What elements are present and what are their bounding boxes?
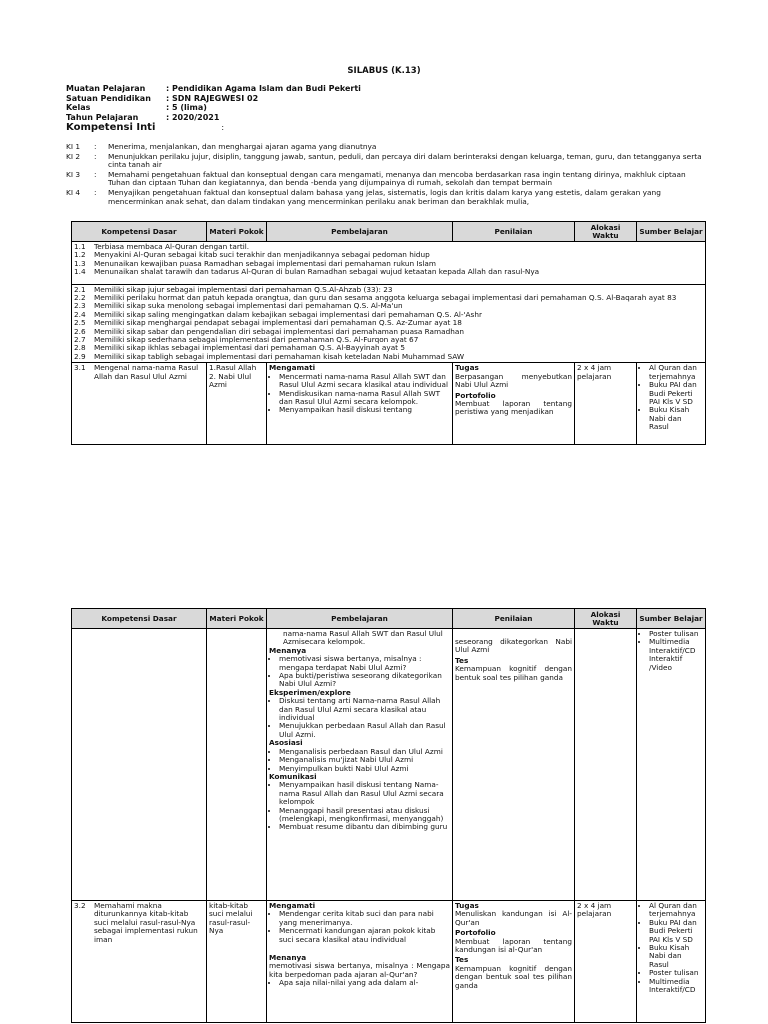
kd-3-2-cell: [72, 901, 207, 1023]
ki-item: [66, 153, 706, 170]
menanya-heading: Menanya: [269, 645, 307, 655]
meta-label: Satuan Pendidikan: [66, 93, 151, 103]
bullet-item: • Mendengar cerita kitab suci dan para nabi yang menerimanya.: [279, 910, 450, 927]
ki-colon: :: [94, 187, 97, 197]
header-penilaian: Penilaian: [453, 609, 575, 629]
ki-text: Menunjukkan perilaku jujur, disiplin, tanggung jawab, santun, peduli, dan percaya diri dalam berinteraksi dengan keluarga, teman, guru, dan tetangganya serta cinta tanah air: [108, 151, 702, 170]
bullet-item: • Menyampaikan hasil diskusi tentang: [279, 406, 450, 414]
ki-colon: :: [94, 151, 97, 161]
header-alokasi: Alokasi Waktu: [575, 609, 637, 629]
bullet-item: • Mencermati nama-nama Rasul Allah SWT dan Rasul Ulul Azmi secara klasikal atau individual: [279, 373, 450, 390]
meta-value: : 2020/2021: [166, 112, 220, 122]
penilaian-continued-text: seseorang dikategorkan Nabi Ulul Azmi: [455, 637, 572, 655]
portofolio-heading: Portofolio: [455, 928, 496, 938]
kd-number: 1.3: [74, 258, 86, 268]
tes-text: Kemampuan kognitif dengan dengan bentuk soal tes pilihan ganda: [455, 963, 572, 990]
kd-text: Memiliki sikap jujur sebagai implementasi dari pemahaman Q.S.Al-Ahzab (33): 23: [94, 284, 393, 294]
ki-item: [66, 143, 706, 152]
bullet-item: • Multimedia Interaktif/CD: [649, 978, 703, 995]
bullet-item: • Apa saja nilai-nilai yang ada dalam al-: [279, 979, 450, 987]
ki-colon: :: [94, 142, 97, 151]
sumber-3-2-cell: [637, 901, 706, 1023]
ki-code: KI 2: [66, 151, 81, 161]
bullet-item: • Membuat resume dibantu dan dibimbing guru: [279, 823, 450, 831]
header-pembelajaran: Pembelajaran: [267, 609, 453, 629]
bullet-item: • Mencermati kandungan ajaran pokok kitab suci secara klasikal atau individual: [279, 927, 450, 944]
kd-number: 1.2: [74, 250, 86, 260]
kd-text: Memiliki perilaku hormat dan patuh kepada orangtua, dan guru dan sesama anggota keluarga sebagai implementasi dari pemahaman Q.S. Al-Baqarah ayat 83: [94, 293, 677, 303]
meta-label: Kelas: [66, 103, 91, 113]
tugas-text: Menuliskan kandungan isi Al-Qur'an: [455, 909, 572, 927]
tes-text: Kemampuan kognitif dengan bentuk soal tes pilihan ganda: [455, 664, 572, 682]
kd-number: 2.7: [74, 335, 86, 345]
tes-heading: Tes: [455, 655, 469, 665]
sumber-3-1-cell: [637, 363, 706, 445]
eksperimen-heading: Eksperimen/explore: [269, 687, 351, 697]
meta-row: [66, 94, 361, 104]
kd-number: 3.1: [74, 363, 86, 373]
continued-text: nama-nama Rasul Allah SWT dan Rasul Ulul Azmisecara kelompok.: [283, 629, 443, 647]
bullet-item: • Buku PAI dan Budi Pekerti PAI Kls V SD: [649, 919, 703, 944]
bullet-item: • Mendiskusikan nama-nama Rasul Allah SWT dan Rasul Ulul Azmi secara kelompok.: [279, 390, 450, 407]
header-pembelajaran: Pembelajaran: [267, 222, 453, 242]
header-alokasi: Alokasi Waktu: [575, 222, 637, 242]
portofolio-heading: Portofolio: [455, 390, 496, 400]
meta-row: [66, 103, 361, 113]
bullet-item: • Multimedia Interaktif/CD Interaktif /Video: [649, 638, 703, 672]
ki-heading: [66, 122, 224, 133]
bullet-item: • Menganalisis perbedaan Rasul dan Ulul Azmi: [279, 748, 450, 756]
header-materi: Materi Pokok: [207, 609, 267, 629]
alokasi-continued-cell: [575, 629, 637, 901]
ki-code: KI 1: [66, 142, 81, 151]
ki-code: KI 3: [66, 169, 81, 179]
kd-text: Menyakini Al-Quran sebagai kitab suci terakhir dan menjadikannya sebagai pedoman hidup: [94, 250, 430, 260]
bullet-item: • Diskusi tentang arti Nama-nama Rasul Allah dan Rasul Ulul Azmi secara klasikal atau individual: [279, 697, 450, 722]
kd-text: Memiliki sikap sabar dan pengendalian diri sebagai implementasi dari pemahaman puasa Ramadhan: [94, 326, 464, 336]
kd-number: 3.2: [74, 901, 86, 910]
ki-list: [66, 143, 706, 207]
penilaian-3-2-cell: [453, 901, 575, 1023]
materi-3-1-cell: [207, 363, 267, 445]
tugas-heading: Tugas: [455, 901, 479, 910]
kd2-row: [72, 284, 706, 363]
meta-label: Tahun Pelajaran: [66, 112, 139, 122]
meta-value: : 5 (lima): [166, 103, 207, 113]
kd-text: Memiliki sikap tabligh sebagai implementasi dari pemahaman kisah keteladan Nabi Muhammad SAW: [94, 351, 465, 361]
kd-number: 1.1: [74, 242, 86, 251]
bullet-item: • Poster tulisan: [649, 630, 703, 638]
bullet-item: • memotivasi siswa bertanya, misalnya : mengapa terdapat Nabi Ulul Azmi?: [279, 655, 450, 672]
menanya-heading: Menanya: [269, 953, 307, 963]
alokasi-text: 2 x 4 jam pelajaran: [577, 363, 612, 381]
penilaian-3-1-cell: [453, 363, 575, 445]
bullet-item: • Al Quran dan terjemahnya: [649, 902, 703, 919]
section-heading: Mengamati: [269, 363, 316, 373]
alokasi-3-2-cell: [575, 901, 637, 1023]
meta-row: [66, 84, 361, 94]
kd-text: Menunaikan kewajiban puasa Ramadhan sebagai implementasi dari pemahaman rukun Islam: [94, 258, 436, 268]
kd-number: 2.5: [74, 318, 86, 328]
kd-text: Memiliki sikap saling mengingatkan dalam kebajikan sebagai implementasi dari pemahaman Q.S. Al-'Ashr: [94, 309, 482, 319]
bullet-item: • Apa bukti/peristiwa seseorang dikategorikan Nabi Ulul Azmi?: [279, 672, 450, 689]
bullet-item: • Menanggapi hasil presentasi atau diskusi (melengkapi, mengkonfirmasi, menyanggah): [279, 807, 450, 824]
sumber-continued-cell: [637, 629, 706, 901]
ki-text: Memahami pengetahuan faktual dan konseptual dengan cara mengamati, menanya dan mencoba berdasarkan rasa ingin tentang dirinya, makhluk ciptaan Tuhan dan ciptaan Tuhan dan kegiatannya, dan benda -benda yang dijumpainya di rumah, sekolah dan tempat bermain: [108, 169, 686, 188]
kd-3-1-cell: [72, 363, 207, 445]
meta-row: [66, 113, 361, 123]
kd-text: Terbiasa membaca Al-Quran dengan tartil.: [94, 242, 250, 251]
kd-number: 2.4: [74, 309, 86, 319]
section-heading: Mengamati: [269, 901, 316, 910]
bullet-item: • Menganalisis mu'jizat Nabi Ulul Azmi: [279, 756, 450, 764]
kd-number: 1.4: [74, 267, 86, 277]
syllabus-table-2: [71, 608, 706, 1023]
materi-text: 1.Rasul Allah 2. Nabi Ulul Azmi: [209, 363, 257, 390]
ki-heading-colon: :: [221, 123, 225, 132]
bullet-item: • Menujukkan perbedaan Rasul Allah dan Rasul Ulul Azmi.: [279, 722, 450, 739]
ki-item: [66, 189, 706, 206]
pembelajaran-continued-cell: [267, 629, 453, 901]
kd-text: Memiliki sikap ikhlas sebagai implementasi dari pemahaman Q.S. Al-Bayyinah ayat 5: [94, 343, 405, 353]
tugas-heading: Tugas: [455, 363, 479, 373]
meta-value: : SDN RAJEGWESI 02: [166, 93, 259, 103]
bullet-item: • Buku Kisah Nabi dan Rasul: [649, 944, 703, 969]
syllabus-table-1: [71, 221, 706, 445]
meta-value: : Pendidikan Agama Islam dan Budi Pekerti: [166, 84, 361, 93]
materi-text: kitab-kitab suci melalui rasul-rasul-Nya: [209, 901, 253, 936]
bullet-item: • Poster tulisan: [649, 969, 703, 977]
tes-heading: Tes: [455, 955, 469, 965]
meta-label: Muatan Pelajaran: [66, 84, 146, 93]
pembelajaran-3-1-cell: [267, 363, 453, 445]
pembelajaran-3-2-cell: [267, 901, 453, 1023]
kd-text: Memiliki sikap suka menolong sebagai implementasi dari pemahaman Q.S. Al-Ma'un: [94, 301, 403, 311]
bullet-item: • Menyampaikan hasil diskusi tentang Nama-nama Rasul Allah dan Rasul Ulul Azmi secara kelompok: [279, 781, 450, 806]
kd-text: Memiliki sikap sederhana sebagai implementasi dari pemahaman Q.S. Al-Furqon ayat 67: [94, 335, 419, 345]
materi-continued-cell: [207, 629, 267, 901]
kd-number: 2.1: [74, 284, 86, 294]
meta-info: [66, 84, 361, 122]
header-sumber: Sumber Belajar: [637, 222, 706, 242]
bullet-item: • Buku Kisah Nabi dan Rasul: [649, 406, 703, 431]
ki-heading-label: Kompetensi Inti: [66, 122, 156, 133]
header-kd: Kompetensi Dasar: [72, 222, 207, 242]
penilaian-continued-cell: [453, 629, 575, 901]
kd-continued-cell: [72, 629, 207, 901]
bullet-item: • Buku PAI dan Budi Pekerti PAI Kls V SD: [649, 381, 703, 406]
kd-number: 2.9: [74, 351, 86, 361]
portofolio-text: Membuat laporan tentang kandungan isi al-Qur'an: [455, 936, 572, 955]
alokasi-3-1-cell: [575, 363, 637, 445]
header-penilaian: Penilaian: [453, 222, 575, 242]
kd1-row: [72, 242, 706, 285]
kd-text: Mengenal nama-nama Rasul Allah dan Rasul Ulul Azmi: [94, 363, 199, 381]
document-title: SILABUS (K.13): [347, 66, 421, 76]
kd-number: 2.8: [74, 343, 86, 353]
bullet-item: • Al Quran dan terjemahnya: [649, 364, 703, 381]
header-sumber: Sumber Belajar: [637, 609, 706, 629]
kd-item: [74, 268, 703, 276]
portofolio-text: Membuat laporan tentang peristiwa yang menjadikan: [455, 398, 572, 417]
tugas-text: Berpasangan menyebutkan Nabi Ulul Azmi: [455, 371, 572, 390]
header-kd: Kompetensi Dasar: [72, 609, 207, 629]
ki-item: [66, 171, 706, 188]
header-materi: Materi Pokok: [207, 222, 267, 242]
ki-text: Menyajikan pengetahuan faktual dan konseptual dalam bahasa yang jelas, sistematis, logis dan kritis dalam karya yang estetis, dalam gerakan yang mencerminkan anak sehat, dan dalam tindakan yang mencerminkan perilaku anak beriman dan berakhlak mulia,: [108, 187, 661, 206]
ki-code: KI 4: [66, 187, 81, 197]
alokasi-text: 2 x 4 jam pelajaran: [577, 901, 612, 919]
kd-number: 2.2: [74, 293, 86, 303]
kd-text: Memahami makna diturunkannya kitab-kitab suci melalui rasul-rasul-Nya sebagai implementasi rukun iman: [94, 901, 198, 944]
ki-text: Menerima, menjalankan, dan menghargai ajaran agama yang dianutnya: [108, 142, 377, 151]
materi-3-2-cell: [207, 901, 267, 1023]
menanya-text: memotivasi siswa bertanya, misalnya : Mengapa kita berpedoman pada ajaran al-Qur'an?: [269, 961, 450, 979]
kd-number: 2.6: [74, 326, 86, 336]
kd-item: [74, 353, 703, 361]
kd-text: Menunaikan shalat tarawih dan tadarus Al-Quran di bulan Ramadhan sebagai wujud ketaatan kepada Allah dan rasul-Nya: [94, 267, 540, 277]
komunikasi-heading: Komunikasi: [269, 771, 317, 781]
asosiasi-heading: Asosiasi: [269, 738, 303, 748]
ki-colon: :: [94, 169, 97, 179]
bullet-item: • Menyimpulkan bukti Nabi Ulul Azmi: [279, 765, 450, 773]
kd-text: Memiliki sikap menghargai pendapat sebagai implementasi dari pemahaman Q.S. Az-Zumar ayat 18: [94, 318, 462, 328]
kd-number: 2.3: [74, 301, 86, 311]
